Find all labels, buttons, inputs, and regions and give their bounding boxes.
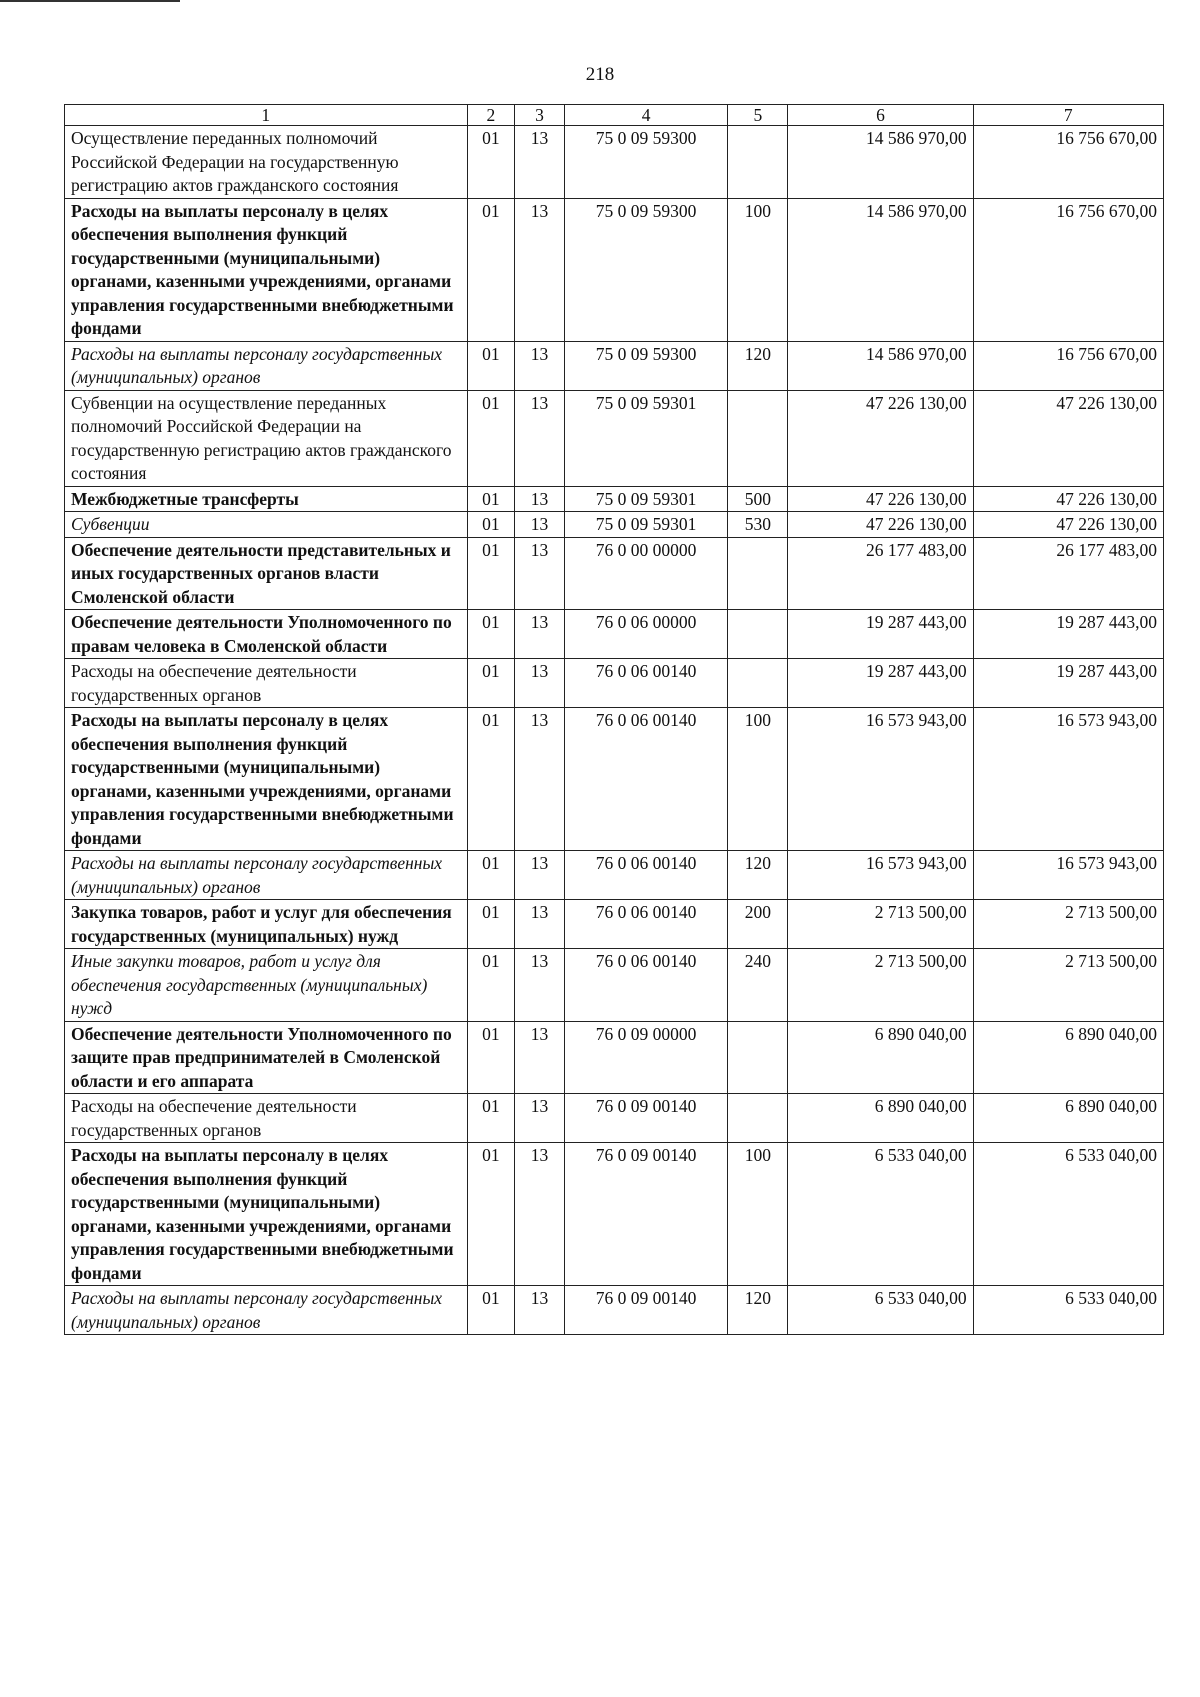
expense-type-cell [728,1021,788,1094]
expense-type-cell: 500 [728,486,788,512]
section-code-cell: 01 [467,1021,515,1094]
amount-col6-cell: 16 573 943,00 [788,851,973,900]
amount-col6-cell: 19 287 443,00 [788,610,973,659]
subsection-code-cell: 13 [515,1286,565,1335]
amount-col6-cell: 6 533 040,00 [788,1286,973,1335]
header-col-3: 3 [515,105,565,126]
section-code-cell: 01 [467,610,515,659]
amount-col6-cell: 2 713 500,00 [788,949,973,1022]
section-code-cell: 01 [467,1286,515,1335]
table-row [65,126,1164,199]
expense-type-cell: 200 [728,900,788,949]
section-code-cell: 01 [467,126,515,199]
target-article-cell: 76 0 06 00140 [564,659,728,708]
row-name-cell: Расходы на обеспечение деятельности государственных органов [65,1094,468,1143]
section-code-cell: 01 [467,949,515,1022]
row-name-cell: Иные закупки товаров, работ и услуг для обеспечения государственных (муниципальных) нужд [65,949,468,1022]
amount-col6-cell: 6 533 040,00 [788,1143,973,1286]
amount-col7-cell: 2 713 500,00 [973,949,1163,1022]
subsection-code-cell: 13 [515,486,565,512]
subsection-code-cell: 13 [515,659,565,708]
amount-col6-cell: 14 586 970,00 [788,126,973,199]
row-name-cell: Закупка товаров, работ и услуг для обеспечения государственных (муниципальных) нужд [65,900,468,949]
target-article-cell: 76 0 06 00140 [564,851,728,900]
amount-col7-cell: 47 226 130,00 [973,390,1163,486]
table-row [65,537,1164,610]
row-name-cell: Осуществление переданных полномочий Российской Федерации на государственную регистрацию актов гражданского состояния [65,126,468,199]
amount-col6-cell: 14 586 970,00 [788,198,973,341]
amount-col7-cell: 19 287 443,00 [973,659,1163,708]
subsection-code-cell: 13 [515,610,565,659]
row-name-cell: Обеспечение деятельности Уполномоченного по правам человека в Смоленской области [65,610,468,659]
row-name-cell: Расходы на выплаты персоналу государственных (муниципальных) органов [65,341,468,390]
target-article-cell: 76 0 09 00140 [564,1143,728,1286]
target-article-cell: 76 0 06 00140 [564,900,728,949]
table-row [65,900,1164,949]
row-name-cell: Субвенции [65,512,468,538]
table-row [65,949,1164,1022]
subsection-code-cell: 13 [515,512,565,538]
expense-type-cell: 240 [728,949,788,1022]
expense-type-cell: 100 [728,1143,788,1286]
row-name-cell: Расходы на выплаты персоналу в целях обеспечения выполнения функций государственными (муниципальными) органами, казенными учреждениями, органами управления государственными внебюджетными фондами [65,198,468,341]
amount-col6-cell: 2 713 500,00 [788,900,973,949]
table-row [65,486,1164,512]
target-article-cell: 76 0 09 00000 [564,1021,728,1094]
table-row [65,341,1164,390]
expense-type-cell: 530 [728,512,788,538]
target-article-cell: 75 0 09 59301 [564,512,728,538]
amount-col6-cell: 14 586 970,00 [788,341,973,390]
table-row [65,708,1164,851]
section-code-cell: 01 [467,486,515,512]
subsection-code-cell: 13 [515,900,565,949]
subsection-code-cell: 13 [515,341,565,390]
amount-col7-cell: 16 756 670,00 [973,126,1163,199]
amount-col6-cell: 47 226 130,00 [788,512,973,538]
section-code-cell: 01 [467,390,515,486]
table-row [65,1094,1164,1143]
subsection-code-cell: 13 [515,1094,565,1143]
amount-col7-cell: 16 756 670,00 [973,341,1163,390]
header-col-5: 5 [728,105,788,126]
scan-edge-line [0,0,180,2]
row-name-cell: Расходы на обеспечение деятельности государственных органов [65,659,468,708]
table-row [65,390,1164,486]
expense-type-cell: 100 [728,198,788,341]
header-col-7: 7 [973,105,1163,126]
expense-type-cell [728,126,788,199]
table-row [65,610,1164,659]
section-code-cell: 01 [467,537,515,610]
table-row [65,1143,1164,1286]
header-col-1: 1 [65,105,468,126]
target-article-cell: 75 0 09 59300 [564,198,728,341]
subsection-code-cell: 13 [515,126,565,199]
budget-table [64,104,1164,1335]
amount-col6-cell: 16 573 943,00 [788,708,973,851]
section-code-cell: 01 [467,198,515,341]
row-name-cell: Расходы на выплаты персоналу государственных (муниципальных) органов [65,1286,468,1335]
subsection-code-cell: 13 [515,1143,565,1286]
amount-col6-cell: 6 890 040,00 [788,1021,973,1094]
target-article-cell: 76 0 06 00140 [564,708,728,851]
subsection-code-cell: 13 [515,198,565,341]
row-name-cell: Субвенции на осуществление переданных полномочий Российской Федерации на государственную регистрацию актов гражданского состояния [65,390,468,486]
section-code-cell: 01 [467,341,515,390]
target-article-cell: 75 0 09 59301 [564,486,728,512]
expense-type-cell [728,1094,788,1143]
expense-type-cell: 120 [728,851,788,900]
table-row [65,198,1164,341]
amount-col7-cell: 16 573 943,00 [973,851,1163,900]
target-article-cell: 75 0 09 59301 [564,390,728,486]
expense-type-cell: 120 [728,1286,788,1335]
target-article-cell: 76 0 09 00140 [564,1094,728,1143]
table-row [65,851,1164,900]
amount-col6-cell: 47 226 130,00 [788,486,973,512]
row-name-cell: Расходы на выплаты персоналу государственных (муниципальных) органов [65,851,468,900]
amount-col7-cell: 6 890 040,00 [973,1094,1163,1143]
row-name-cell: Межбюджетные трансферты [65,486,468,512]
subsection-code-cell: 13 [515,390,565,486]
table-row [65,659,1164,708]
amount-col6-cell: 26 177 483,00 [788,537,973,610]
expense-type-cell [728,537,788,610]
section-code-cell: 01 [467,659,515,708]
table-row [65,1021,1164,1094]
expense-type-cell: 120 [728,341,788,390]
section-code-cell: 01 [467,900,515,949]
subsection-code-cell: 13 [515,537,565,610]
amount-col6-cell: 19 287 443,00 [788,659,973,708]
expense-type-cell [728,390,788,486]
page-number: 218 [585,64,615,85]
amount-col7-cell: 6 533 040,00 [973,1143,1163,1286]
target-article-cell: 76 0 06 00140 [564,949,728,1022]
section-code-cell: 01 [467,1143,515,1286]
amount-col6-cell: 6 890 040,00 [788,1094,973,1143]
header-col-2: 2 [467,105,515,126]
section-code-cell: 01 [467,708,515,851]
amount-col7-cell: 47 226 130,00 [973,486,1163,512]
expense-type-cell: 100 [728,708,788,851]
target-article-cell: 76 0 09 00140 [564,1286,728,1335]
amount-col7-cell: 16 756 670,00 [973,198,1163,341]
target-article-cell: 75 0 09 59300 [564,126,728,199]
amount-col7-cell: 6 890 040,00 [973,1021,1163,1094]
section-code-cell: 01 [467,512,515,538]
row-name-cell: Расходы на выплаты персоналу в целях обеспечения выполнения функций государственными (муниципальными) органами, казенными учреждениями, органами управления государственными внебюджетными фондами [65,1143,468,1286]
table-header-row [65,105,1164,126]
section-code-cell: 01 [467,1094,515,1143]
table-row [65,512,1164,538]
subsection-code-cell: 13 [515,1021,565,1094]
target-article-cell: 76 0 06 00000 [564,610,728,659]
amount-col7-cell: 19 287 443,00 [973,610,1163,659]
subsection-code-cell: 13 [515,949,565,1022]
row-name-cell: Обеспечение деятельности представительных и иных государственных органов власти Смоленской области [65,537,468,610]
header-col-6: 6 [788,105,973,126]
amount-col7-cell: 6 533 040,00 [973,1286,1163,1335]
amount-col7-cell: 2 713 500,00 [973,900,1163,949]
amount-col6-cell: 47 226 130,00 [788,390,973,486]
row-name-cell: Обеспечение деятельности Уполномоченного по защите прав предпринимателей в Смоленской области и его аппарата [65,1021,468,1094]
expense-type-cell [728,659,788,708]
table-body [65,126,1164,1335]
target-article-cell: 76 0 00 00000 [564,537,728,610]
table-row [65,1286,1164,1335]
amount-col7-cell: 47 226 130,00 [973,512,1163,538]
subsection-code-cell: 13 [515,708,565,851]
row-name-cell: Расходы на выплаты персоналу в целях обеспечения выполнения функций государственными (муниципальными) органами, казенными учреждениями, органами управления государственными внебюджетными фондами [65,708,468,851]
amount-col7-cell: 16 573 943,00 [973,708,1163,851]
header-col-4: 4 [564,105,728,126]
subsection-code-cell: 13 [515,851,565,900]
expense-type-cell [728,610,788,659]
amount-col7-cell: 26 177 483,00 [973,537,1163,610]
section-code-cell: 01 [467,851,515,900]
target-article-cell: 75 0 09 59300 [564,341,728,390]
